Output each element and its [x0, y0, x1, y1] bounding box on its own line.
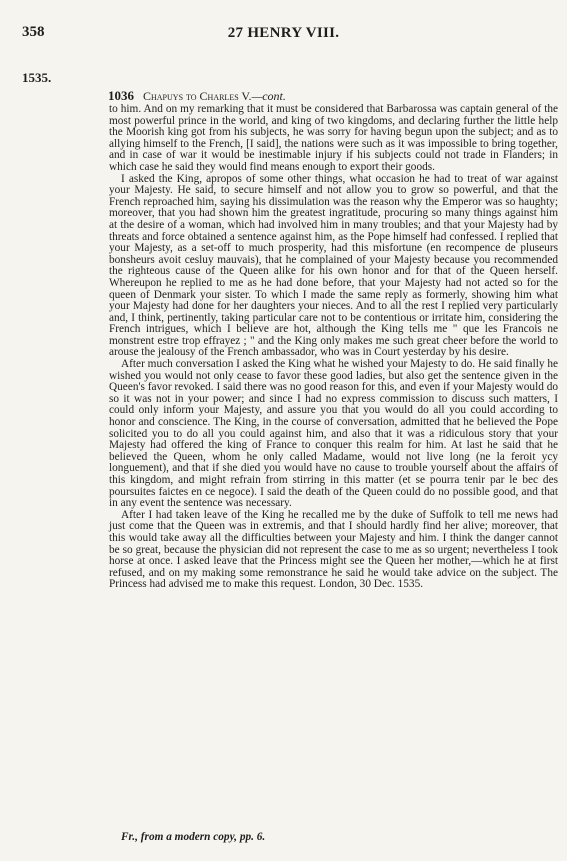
entry-title: Chapuys to Charles V. — [143, 89, 252, 103]
paragraph: After much conversation I asked the King what he wished your Majesty to do. He said finally he wished you would not only cease to favor these good ladies, but also get the sentence given in the Queen's favor revoked. I said there was no good reason for this, and even if your Majesty would do so it was not in your power; and since I had no express commission to discuss such matters, I could only inform your Majesty, and assure you that you would do all you could according to honor and conscience. The King, in the course of conversation, admitted that he believed the Pope solicited you to do all you could against him, and also that it was a ridiculous story that your Majesty had offered the king of France to conquer this realm for him. At last he said that he believed the Queen, whom he only called Madame, would not live long (ne la feroit ycy longuement), and that if she died you would have no cause to trouble yourself about the affairs of this kingdom, and might refrain from stirring in this matter (et se pourra tenir par le bec des poursuites faictes en ce negoce). I said the death of the Queen could do no possible good, and that in any event the sentence was necessary. — [109, 358, 558, 510]
entry-continued: —cont. — [251, 89, 286, 103]
letter-body — [109, 104, 558, 591]
page-number: 358 — [22, 24, 45, 40]
entry-heading — [108, 88, 286, 104]
year-marker: 1535. — [22, 70, 52, 85]
running-title: 27 HENRY VIII. — [227, 25, 340, 41]
paragraph: to him. And on my remarking that it must be considered that Barbarossa was captain general of the most powerful prince in the world, and king of two kingdoms, and declaring further the little help the Moorish king got from his subjects, he was sorry for having begun upon the subject; and as to allying himself to the French, [I said], the nations were such as it was impossible to bring together, and in case of war it would be inestimable injury if his subjects could not trade in Flanders; in which case he said they would find means enough to export their goods. — [109, 103, 558, 173]
entry-number: 1036 — [108, 88, 134, 103]
paragraph: I asked the King, apropos of some other things, what occasion he had to treat of war against your Majesty. He said, to secure himself and not allow you to grow so powerful, and that the French reproached him, saying his dissimulation was the reason why the Emperor was so haughty; moreover, that you had shown him the greatest ingratitude, procuring so many things against him at the desire of a woman, which had involved him in many troubles; and that your Majesty had by threats and force obtained a sentence against him, as the Pope himself had confessed. I replied that your Majesty, as a set-off to much prosperity, had this misfortune (en recompence de pluseurs bonsheurs avoit cesluy mauvais), that he complained of your Majesty because you recommended the righteous cause of the Queen alike for his own honor and for that of the Queen herself. Whereupon he replied to me as he had done before, that your Majesty had not acted so for the queen of Denmark your sister. To which I made the same reply as formerly, showing him what your Majesty had done for her daughters your nieces. And to all the rest I replied very particularly and, I think, pertinently, taking particular care not to be contentious or irritate him, considering the French intrigues, which I believe are hot, although the King tells me " que les Francois ne monstrent estre trop effrayez ; " and the King only makes me such great cheer before the world to arouse the jealousy of the French ambassador, who was in Court yesterday by his desire. — [109, 172, 558, 359]
source-note: Fr., from a modern copy, pp. 6. — [121, 831, 266, 843]
paragraph: After I had taken leave of the King he recalled me by the duke of Suffolk to tell me news had just come that the Queen was in extremis, and that I should hardly find her alive; moreover, that this would take away all the difficulties between your Majesty and him. I think the danger cannot be so great, because the physician did not represent the case to me as so urgent; nevertheless I took horse at once. I asked leave that the Princess might see the Queen her mother,—which he at first refused, and on my making some remonstrance he said he would take advice on the subject. The Princess had advised me to make this request. London, 30 Dec. 1535. — [109, 508, 558, 591]
